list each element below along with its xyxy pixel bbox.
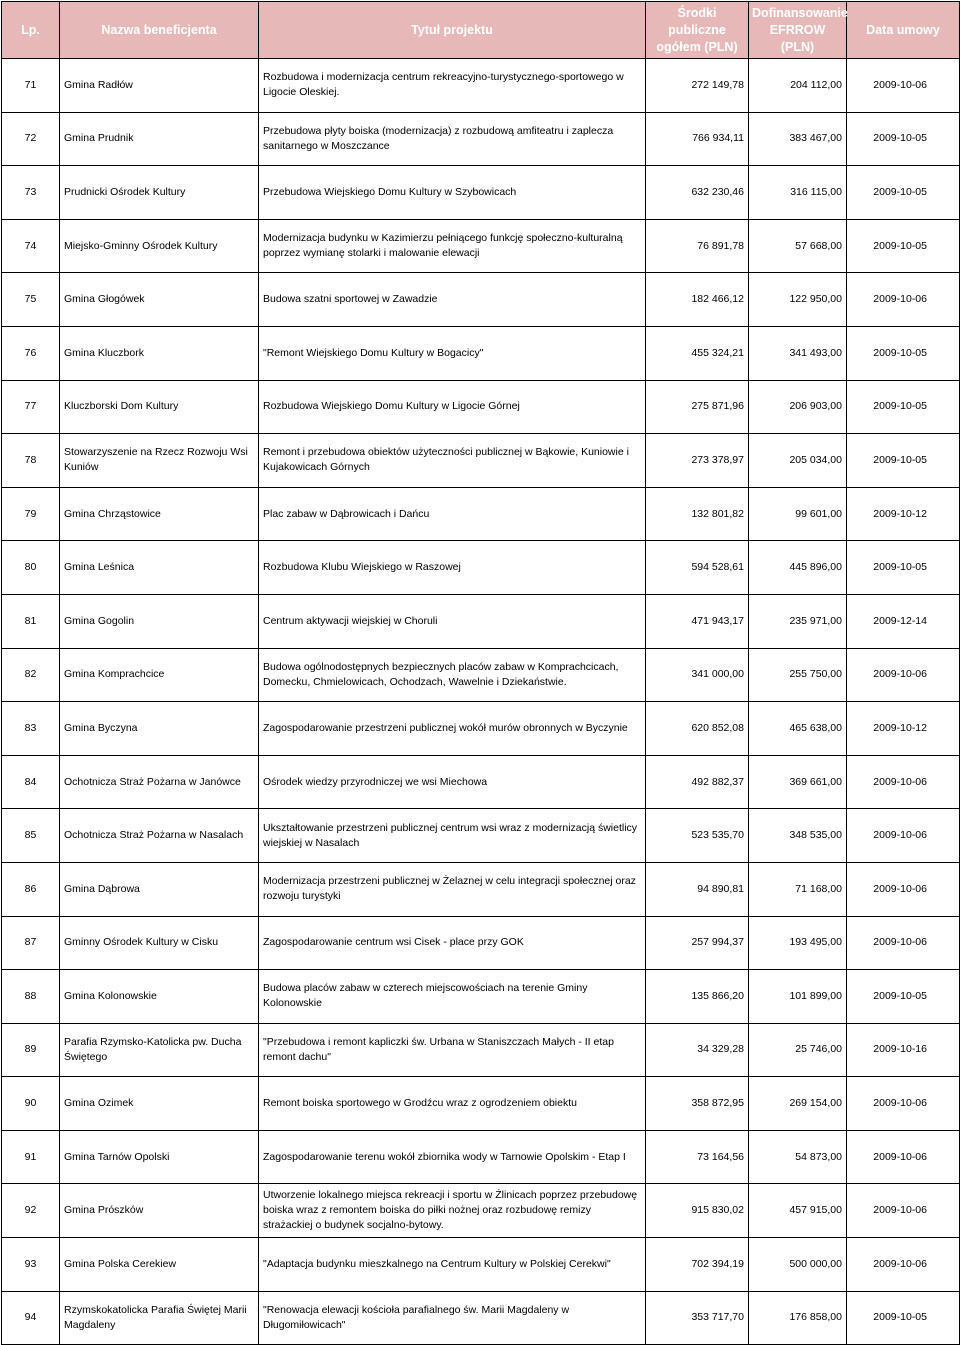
cell-srodki: 471 943,17 [646,594,749,648]
cell-beneficjent: Gmina Kolonowskie [60,970,259,1024]
cell-tytul: Modernizacja budynku w Kazimierzu pełniącego funkcję społeczno-kulturalną poprzez wymianę stolarki i malowanie elewacji [259,219,646,273]
header-beneficjent: Nazwa beneficjenta [60,2,259,59]
cell-tytul: Centrum aktywacji wiejskiej w Choruli [259,594,646,648]
cell-beneficjent: Gmina Dąbrowa [60,862,259,916]
cell-data-umowy: 2009-10-06 [847,648,960,702]
header-srodki [646,2,749,59]
cell-tytul: Ośrodek wiedzy przyrodniczej we wsi Miechowa [259,755,646,809]
table-row [2,219,960,273]
cell-tytul: Utworzenie lokalnego miejsca rekreacji i sportu w Źlinicach poprzez przebudowę boiska wraz z remontem boiska do piłki nożnej oraz rozbudowę remizy strażackiej o budynek socjalno-bytowy. [259,1184,646,1238]
cell-tytul: Modernizacja przestrzeni publicznej w Żelaznej w celu integracji społecznej oraz rozwoju turystyki [259,862,646,916]
cell-lp: 75 [2,273,60,327]
cell-lp: 82 [2,648,60,702]
cell-dofinansowanie: 71 168,00 [749,862,847,916]
cell-data-umowy: 2009-10-05 [847,1291,960,1345]
cell-tytul: Plac zabaw w Dąbrowicach i Dańcu [259,487,646,541]
cell-dofinansowanie: 457 915,00 [749,1184,847,1238]
header-lp: Lp. [2,2,60,59]
cell-tytul: "Adaptacja budynku mieszkalnego na Centrum Kultury w Polskiej Cerekwi" [259,1238,646,1292]
cell-lp: 76 [2,326,60,380]
cell-tytul: Zagospodarowanie terenu wokół zbiornika wody w Tarnowie Opolskim - Etap I [259,1130,646,1184]
cell-dofinansowanie: 206 903,00 [749,380,847,434]
cell-beneficjent: Prudnicki Ośrodek Kultury [60,166,259,220]
cell-data-umowy: 2009-10-05 [847,541,960,595]
table-row [2,916,960,970]
table-row [2,1077,960,1131]
cell-tytul: Remont boiska sportowego w Grodźcu wraz z ogrodzeniem obiektu [259,1077,646,1131]
cell-srodki: 257 994,37 [646,916,749,970]
table-row [2,862,960,916]
cell-srodki: 358 872,95 [646,1077,749,1131]
cell-srodki: 455 324,21 [646,326,749,380]
cell-dofinansowanie: 25 746,00 [749,1023,847,1077]
cell-data-umowy: 2009-10-05 [847,166,960,220]
cell-beneficjent: Ochotnicza Straż Pożarna w Janówce [60,755,259,809]
cell-data-umowy: 2009-10-05 [847,112,960,166]
cell-dofinansowanie: 465 638,00 [749,702,847,756]
cell-lp: 88 [2,970,60,1024]
table-row [2,594,960,648]
cell-lp: 77 [2,380,60,434]
cell-tytul: Remont i przebudowa obiektów użyteczności publicznej w Bąkowie, Kuniowie i Kujakowicach Górnych [259,434,646,488]
cell-beneficjent: Gmina Ozimek [60,1077,259,1131]
cell-lp: 85 [2,809,60,863]
table-row [2,434,960,488]
cell-lp: 83 [2,702,60,756]
table-row [2,541,960,595]
beneficiaries-table [1,1,960,1345]
cell-data-umowy: 2009-10-06 [847,755,960,809]
cell-beneficjent: Rzymskokatolicka Parafia Świętej Marii Magdaleny [60,1291,259,1345]
cell-beneficjent: Ochotnicza Straż Pożarna w Nasalach [60,809,259,863]
cell-srodki: 523 535,70 [646,809,749,863]
table-row [2,112,960,166]
cell-data-umowy: 2009-10-06 [847,273,960,327]
cell-srodki: 132 801,82 [646,487,749,541]
table-row [2,1291,960,1345]
cell-data-umowy: 2009-10-05 [847,380,960,434]
cell-data-umowy: 2009-10-06 [847,1130,960,1184]
table-row [2,648,960,702]
cell-lp: 91 [2,1130,60,1184]
cell-lp: 93 [2,1238,60,1292]
cell-srodki: 94 890,81 [646,862,749,916]
cell-srodki: 135 866,20 [646,970,749,1024]
cell-lp: 81 [2,594,60,648]
cell-data-umowy: 2009-10-06 [847,916,960,970]
cell-beneficjent: Parafia Rzymsko-Katolicka pw. Ducha Świętego [60,1023,259,1077]
cell-dofinansowanie: 348 535,00 [749,809,847,863]
cell-beneficjent: Gmina Prudnik [60,112,259,166]
header-dofin-line1: Dofinansowanie [752,5,848,20]
cell-data-umowy: 2009-10-05 [847,434,960,488]
cell-dofinansowanie: 269 154,00 [749,1077,847,1131]
cell-beneficjent: Gmina Radłów [60,59,259,113]
cell-tytul: Rozbudowa Klubu Wiejskiego w Raszowej [259,541,646,595]
table-row [2,1238,960,1292]
table-row [2,380,960,434]
header-row [2,2,960,59]
cell-dofinansowanie: 204 112,00 [749,59,847,113]
cell-beneficjent: Gmina Gogolin [60,594,259,648]
cell-srodki: 275 871,96 [646,380,749,434]
cell-data-umowy: 2009-10-06 [847,1077,960,1131]
cell-lp: 74 [2,219,60,273]
cell-beneficjent: Gmina Komprachcice [60,648,259,702]
cell-beneficjent: Stowarzyszenie na Rzecz Rozwoju Wsi Kuniów [60,434,259,488]
cell-data-umowy: 2009-10-06 [847,59,960,113]
cell-dofinansowanie: 101 899,00 [749,970,847,1024]
cell-data-umowy: 2009-10-05 [847,219,960,273]
cell-beneficjent: Gmina Tarnów Opolski [60,1130,259,1184]
cell-beneficjent: Kluczborski Dom Kultury [60,380,259,434]
cell-lp: 89 [2,1023,60,1077]
cell-tytul: Zagospodarowanie centrum wsi Cisek - place przy GOK [259,916,646,970]
table-row [2,702,960,756]
cell-beneficjent: Gmina Głogówek [60,273,259,327]
table-body [2,59,960,1345]
cell-beneficjent: Gmina Prószków [60,1184,259,1238]
cell-tytul: "Przebudowa i remont kapliczki św. Urbana w Staniszczach Małych - II etap remont dachu" [259,1023,646,1077]
cell-lp: 84 [2,755,60,809]
cell-beneficjent: Miejsko-Gminny Ośrodek Kultury [60,219,259,273]
cell-dofinansowanie: 255 750,00 [749,648,847,702]
cell-data-umowy: 2009-10-05 [847,970,960,1024]
cell-data-umowy: 2009-10-16 [847,1023,960,1077]
cell-srodki: 34 329,28 [646,1023,749,1077]
cell-beneficjent: Gminny Ośrodek Kultury w Cisku [60,916,259,970]
cell-dofinansowanie: 176 858,00 [749,1291,847,1345]
table-row [2,59,960,113]
cell-data-umowy: 2009-10-06 [847,862,960,916]
table-row [2,487,960,541]
table-row [2,1184,960,1238]
table-row [2,1023,960,1077]
cell-lp: 78 [2,434,60,488]
cell-srodki: 353 717,70 [646,1291,749,1345]
table-row [2,970,960,1024]
cell-srodki: 492 882,37 [646,755,749,809]
cell-srodki: 594 528,61 [646,541,749,595]
cell-tytul: Budowa placów zabaw w czterech miejscowościach na terenie Gminy Kolonowskie [259,970,646,1024]
cell-srodki: 620 852,08 [646,702,749,756]
header-data-umowy: Data umowy [847,2,960,59]
cell-lp: 92 [2,1184,60,1238]
cell-dofinansowanie: 369 661,00 [749,755,847,809]
table-row [2,326,960,380]
cell-srodki: 272 149,78 [646,59,749,113]
cell-beneficjent: Gmina Byczyna [60,702,259,756]
cell-dofinansowanie: 122 950,00 [749,273,847,327]
cell-data-umowy: 2009-10-12 [847,487,960,541]
cell-lp: 86 [2,862,60,916]
cell-srodki: 766 934,11 [646,112,749,166]
cell-srodki: 632 230,46 [646,166,749,220]
table-row [2,273,960,327]
header-srodki-line2: ogółem (PLN) [656,39,738,54]
cell-beneficjent: Gmina Kluczbork [60,326,259,380]
table-row [2,809,960,863]
cell-srodki: 76 891,78 [646,219,749,273]
cell-tytul: Przebudowa Wiejskiego Domu Kultury w Szybowicach [259,166,646,220]
cell-srodki: 273 378,97 [646,434,749,488]
cell-lp: 73 [2,166,60,220]
cell-tytul: Budowa ogólnodostępnych bezpiecznych placów zabaw w Komprachcicach, Domecku, Chmielowicach, Ochodzach, Wawelnie i Dziekaństwie. [259,648,646,702]
cell-lp: 80 [2,541,60,595]
cell-data-umowy: 2009-10-06 [847,1184,960,1238]
cell-lp: 90 [2,1077,60,1131]
cell-lp: 72 [2,112,60,166]
cell-data-umowy: 2009-12-14 [847,594,960,648]
cell-dofinansowanie: 316 115,00 [749,166,847,220]
header-tytul: Tytuł projektu [259,2,646,59]
cell-tytul: "Remont Wiejskiego Domu Kultury w Bogacicy" [259,326,646,380]
cell-srodki: 341 000,00 [646,648,749,702]
cell-lp: 71 [2,59,60,113]
cell-dofinansowanie: 341 493,00 [749,326,847,380]
cell-data-umowy: 2009-10-05 [847,326,960,380]
cell-dofinansowanie: 54 873,00 [749,1130,847,1184]
cell-dofinansowanie: 193 495,00 [749,916,847,970]
cell-beneficjent: Gmina Polska Cerekiew [60,1238,259,1292]
table-row [2,755,960,809]
cell-tytul: "Renowacja elewacji kościoła parafialnego św. Marii Magdaleny w Długomiłowicach" [259,1291,646,1345]
cell-tytul: Zagospodarowanie przestrzeni publicznej wokół murów obronnych w Byczynie [259,702,646,756]
cell-lp: 87 [2,916,60,970]
cell-srodki: 915 830,02 [646,1184,749,1238]
cell-dofinansowanie: 235 971,00 [749,594,847,648]
cell-beneficjent: Gmina Leśnica [60,541,259,595]
cell-lp: 79 [2,487,60,541]
cell-srodki: 182 466,12 [646,273,749,327]
table-row [2,166,960,220]
header-srodki-line1: Środki publiczne [668,5,726,37]
cell-beneficjent: Gmina Chrząstowice [60,487,259,541]
cell-lp: 94 [2,1291,60,1345]
cell-dofinansowanie: 57 668,00 [749,219,847,273]
header-dofin-line2: EFRROW (PLN) [769,22,826,54]
cell-data-umowy: 2009-10-12 [847,702,960,756]
cell-tytul: Przebudowa płyty boiska (modernizacja) z rozbudową amfiteatru i zaplecza sanitarnego w Moszczance [259,112,646,166]
cell-data-umowy: 2009-10-06 [847,1238,960,1292]
table-header [2,2,960,59]
table-row [2,1130,960,1184]
cell-tytul: Budowa szatni sportowej w Zawadzie [259,273,646,327]
cell-data-umowy: 2009-10-06 [847,809,960,863]
cell-tytul: Rozbudowa Wiejskiego Domu Kultury w Ligocie Górnej [259,380,646,434]
cell-dofinansowanie: 445 896,00 [749,541,847,595]
cell-tytul: Ukształtowanie przestrzeni publicznej centrum wsi wraz z modernizacją świetlicy wiejskiej w Nasalach [259,809,646,863]
cell-dofinansowanie: 500 000,00 [749,1238,847,1292]
cell-tytul: Rozbudowa i modernizacja centrum rekreacyjno-turystycznego-sportowego w Ligocie Oleskiej. [259,59,646,113]
cell-dofinansowanie: 205 034,00 [749,434,847,488]
header-dofinansowanie [749,2,847,59]
cell-dofinansowanie: 99 601,00 [749,487,847,541]
cell-srodki: 73 164,56 [646,1130,749,1184]
cell-dofinansowanie: 383 467,00 [749,112,847,166]
cell-srodki: 702 394,19 [646,1238,749,1292]
